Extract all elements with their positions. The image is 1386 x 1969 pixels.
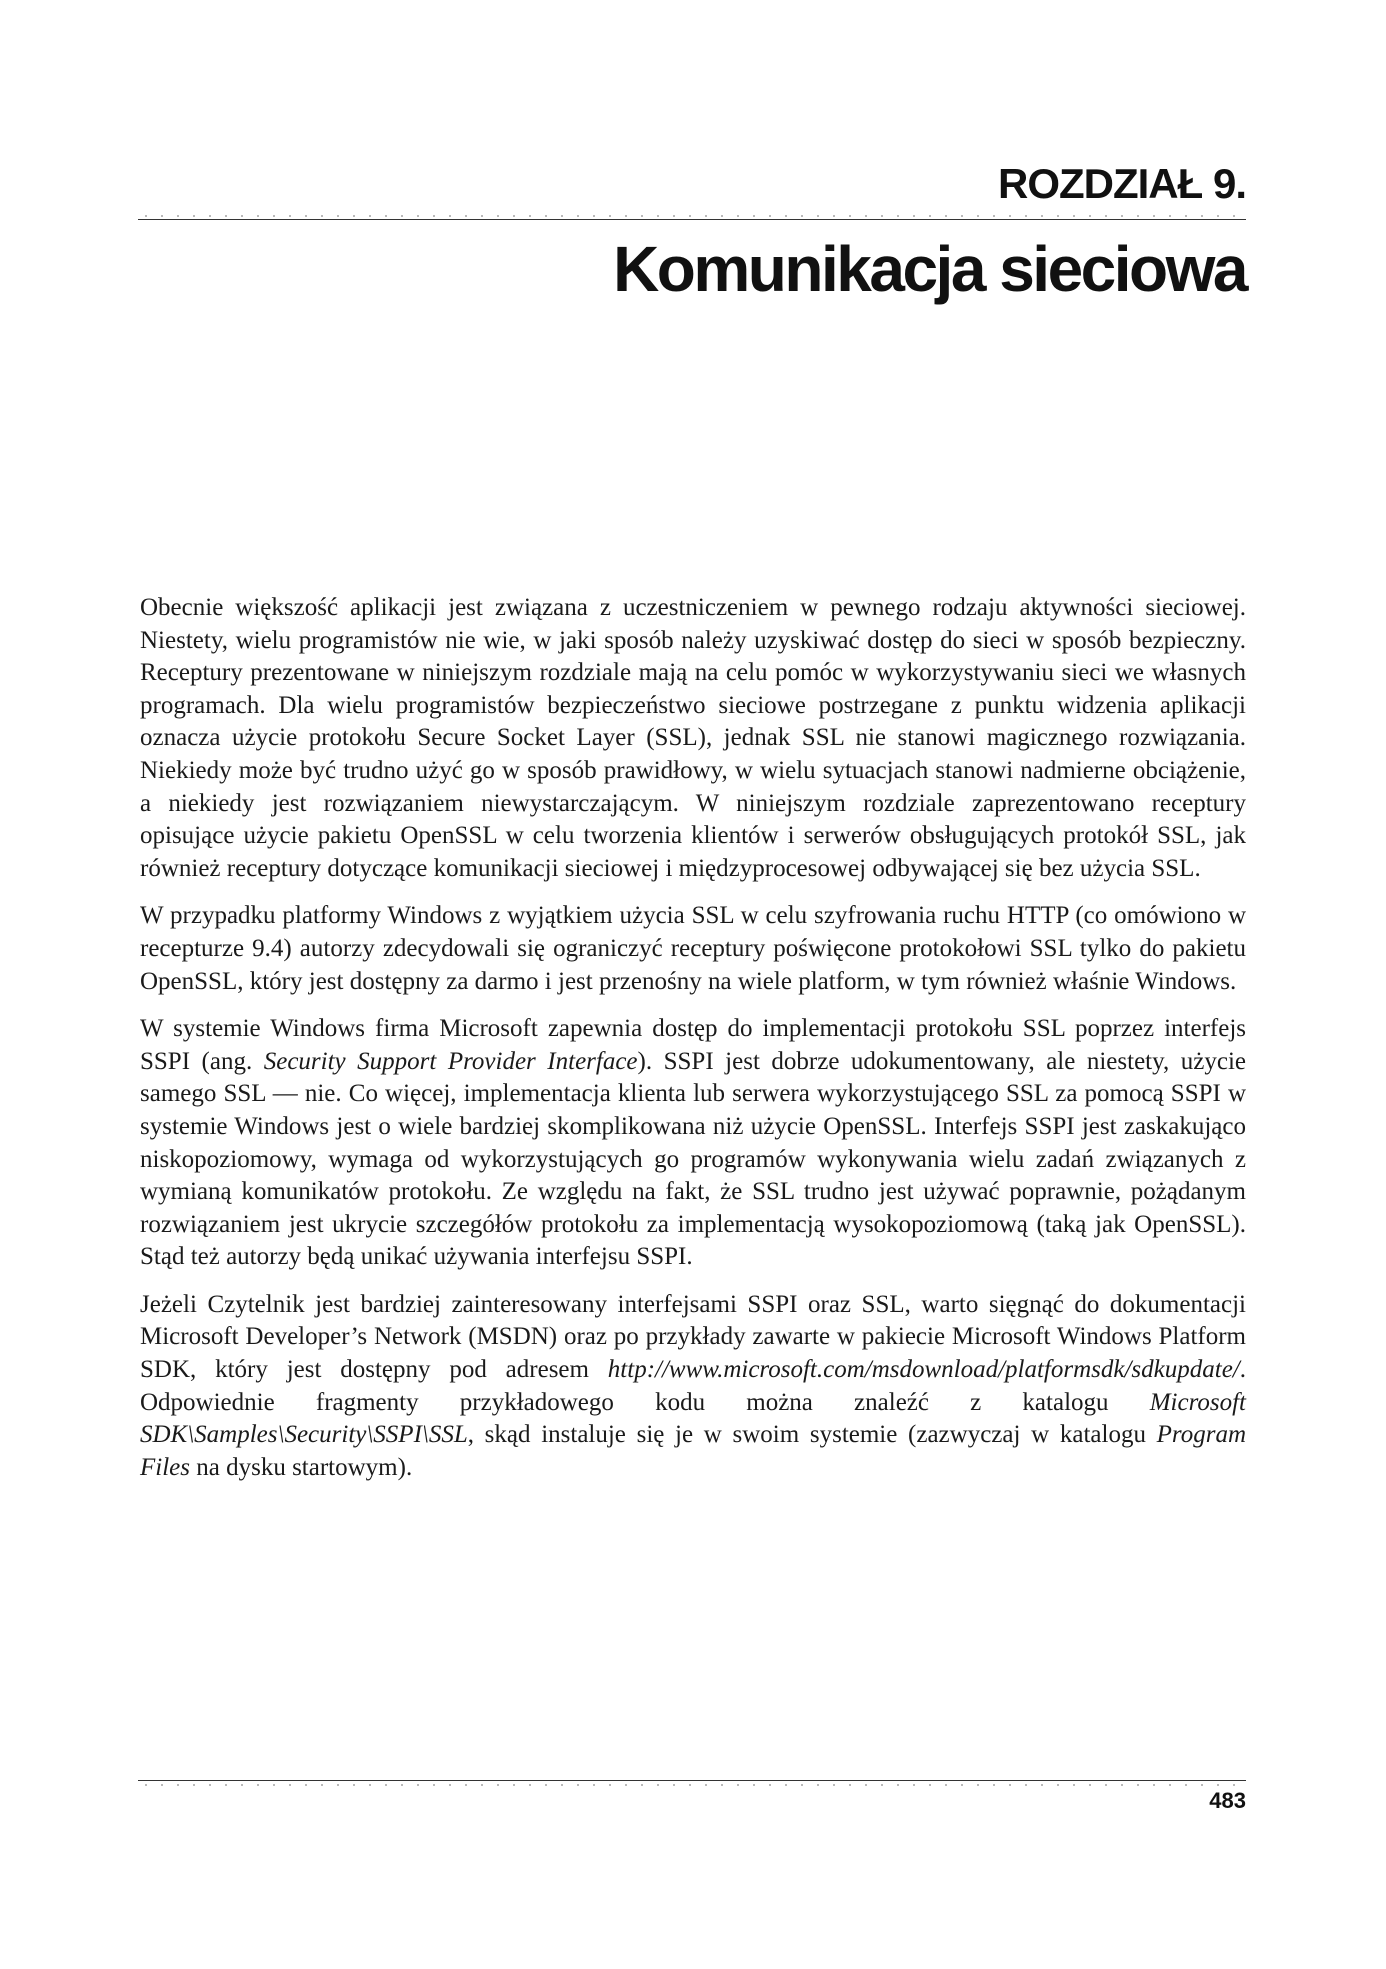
chapter-body xyxy=(140,592,1246,1499)
paragraph-4-part-c: , skąd instaluje się je w swoim systemie (zazwyczaj w katalogu xyxy=(467,1421,1157,1449)
paragraph-4-part-b: . Odpowiednie fragmenty przykładowego kodu można znaleźć z katalogu xyxy=(140,1356,1246,1416)
footer-dot-rule xyxy=(138,1783,1246,1787)
header-dot-rule xyxy=(138,214,1246,218)
paragraph-3-part-a: W systemie Windows firma Microsoft zapewnia dostęp do implementacji protokołu SSL poprzez interfejs SSPI (ang. xyxy=(140,1015,1246,1075)
paragraph-4 xyxy=(140,1289,1246,1485)
program-files-dir: Program Files xyxy=(140,1421,1246,1481)
chapter-title: Komunikacja sieciowa xyxy=(613,233,1246,305)
paragraph-2: W przypadku platformy Windows z wyjątkiem użycia SSL w celu szyfrowania ruchu HTTP (co omówiono w recepturze 9.4) autorzy zdecydowali się ograniczyć receptury poświęcone protokołowi SSL tylko do pakietu OpenSSL, który jest dostępny za darmo i jest przenośny na wiele platform, w tym również właśnie Windows. xyxy=(140,902,1246,995)
paragraph-4-part-a: Jeżeli Czytelnik jest bardziej zainteresowany interfejsami SSPI oraz SSL, warto sięgnąć do dokumentacji Microsoft Developer’s Network (MSDN) oraz po przykłady zawarte w pakiecie Microsoft Windows Platform SDK, który jest dostępny pod adresem xyxy=(140,1290,1246,1384)
sdk-url: http://www.microsoft.com/msdownload/platformsdk/sdkupdate/ xyxy=(607,1356,1240,1384)
page-number: 483 xyxy=(1209,1788,1246,1813)
sspi-expansion: Security Support Provider Interface xyxy=(263,1047,638,1075)
header-rule xyxy=(138,219,1246,220)
paragraph-3 xyxy=(140,1013,1246,1274)
footer-rule xyxy=(138,1780,1246,1781)
chapter-label: ROZDZIAŁ 9. xyxy=(998,160,1246,207)
paragraph-4-part-d: na dysku startowym). xyxy=(190,1453,413,1481)
paragraph-3-part-b: ). SSPI jest dobrze udokumentowany, ale niestety, użycie samego SSL — nie. Co więcej, implementacja klienta lub serwera wykorzystującego SSL za pomocą SSPI w systemie Windows jest o wiele bardziej skomplikowana niż użycie OpenSSL. Interfejs SSPI jest zaskakująco niskopoziomowy, wymaga od wykorzystujących go programów wykonywania wielu zadań związanych z wymianą komunikatów protokołu. Ze względu na fakt, że SSL trudno jest używać poprawnie, pożądanym rozwiązaniem jest ukrycie szczegółów protokołu za implementacją wysokopoziomową (taką jak OpenSSL). Stąd też autorzy będą unikać używania interfejsu SSPI. xyxy=(140,1047,1246,1271)
paragraph-1: Obecnie większość aplikacji jest związana z uczestniczeniem w pewnego rodzaju aktywności sieciowej. Niestety, wielu programistów nie wie, w jaki sposób należy uzyskiwać dostęp do sieci w sposób bezpieczny. Receptury prezentowane w niniejszym rozdziale mają na celu pomóc w wykorzystywaniu sieci we własnych programach. Dla wielu programistów bezpieczeństwo sieciowe postrzegane z punktu widzenia aplikacji oznacza użycie protokołu Secure Socket Layer (SSL), jednak SSL nie stanowi magicznego rozwiązania. Niekiedy może być trudno użyć go w sposób prawidłowy, w wielu sytuacjach stanowi nadmierne obciążenie, a niekiedy jest rozwiązaniem niewystarczającym. W niniejszym rozdziale zaprezentowano receptury opisujące użycie pakietu OpenSSL w celu tworzenia klientów i serwerów obsługujących protokół SSL, jak również receptury dotyczące komunikacji sieciowej i międzyprocesowej odbywającej się bez użycia SSL. xyxy=(140,594,1246,882)
sdk-samples-path: Microsoft SDK\Samples\Security\SSPI\SSL xyxy=(140,1388,1246,1449)
